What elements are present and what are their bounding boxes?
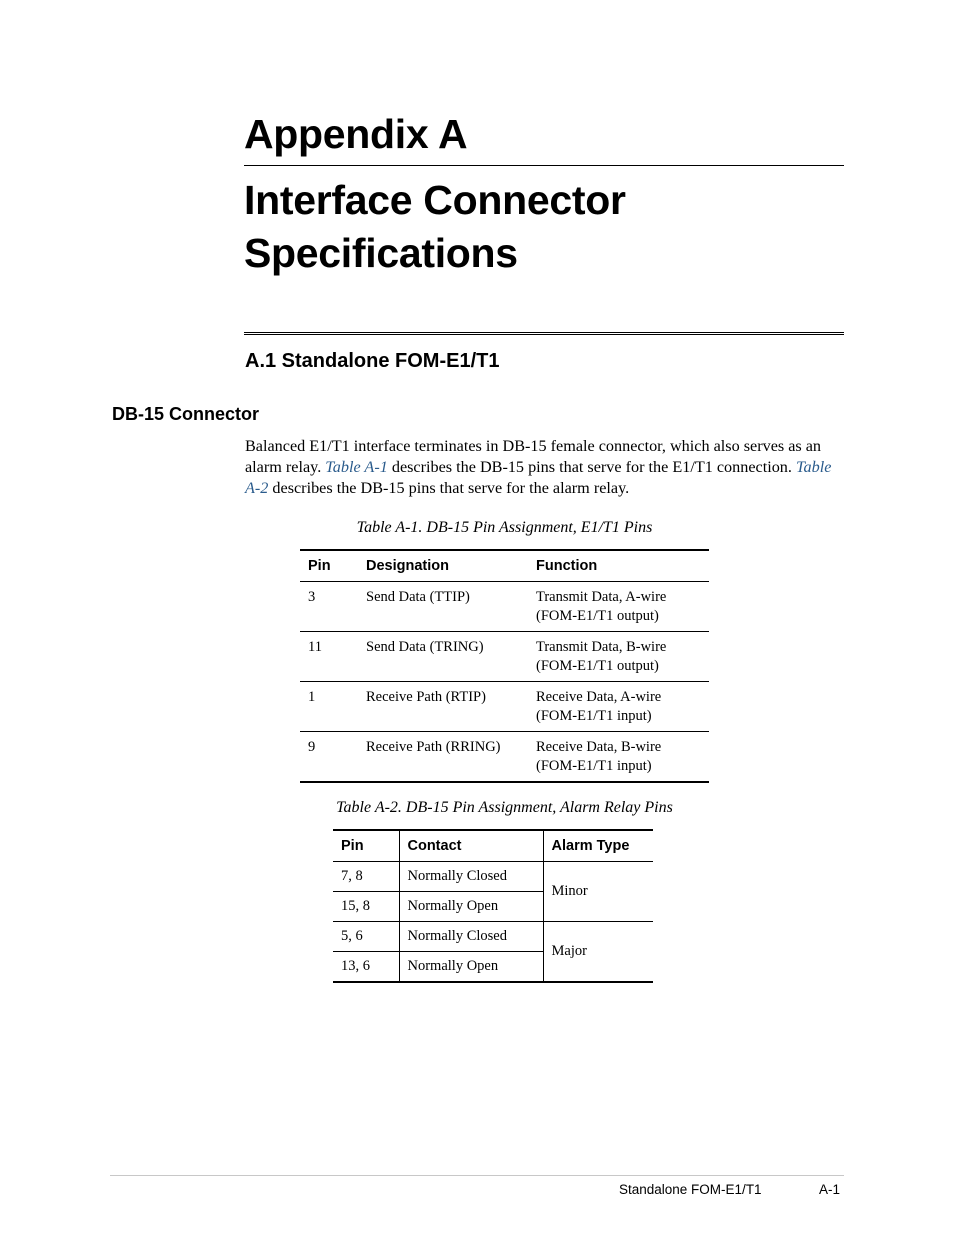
function-line: Transmit Data, B-wire	[536, 639, 667, 655]
table-row	[300, 682, 709, 732]
alarm-relay-pin-table	[333, 829, 653, 983]
alarm-type-cell: Major	[551, 943, 587, 959]
appendix-label: Appendix A	[244, 111, 468, 157]
designation-cell: Send Data (TRING)	[358, 632, 528, 682]
section-divider	[244, 332, 844, 335]
pin-cell: 3	[300, 582, 358, 632]
contact-cell: Normally Closed	[399, 922, 543, 952]
contact-cell: Normally Closed	[399, 862, 543, 892]
column-header-pin: Pin	[333, 830, 399, 862]
pin-cell: 13, 6	[333, 952, 399, 983]
pin-cell: 11	[300, 632, 358, 682]
chapter-title	[244, 174, 844, 280]
designation-cell: Receive Path (RTIP)	[358, 682, 528, 732]
pin-cell: 7, 8	[333, 862, 399, 892]
column-header-designation: Designation	[358, 550, 528, 582]
table-header-row	[333, 830, 653, 862]
column-header-pin: Pin	[300, 550, 358, 582]
title-divider	[244, 165, 844, 166]
designation-cell: Receive Path (RRING)	[366, 739, 501, 755]
table-row	[300, 632, 709, 682]
table-row	[333, 862, 653, 892]
function-line: (FOM-E1/T1 input)	[536, 708, 652, 724]
contact-cell: Normally Open	[399, 952, 543, 983]
column-header-alarm-type: Alarm Type	[543, 830, 653, 862]
paragraph-text-3: describes the DB-15 pins that serve for the alarm relay.	[268, 479, 630, 497]
e1t1-pin-table	[300, 549, 709, 783]
pin-cell: 15, 8	[333, 892, 399, 922]
function-cell	[528, 732, 709, 783]
function-cell	[528, 582, 709, 632]
function-line: Transmit Data, A-wire	[536, 589, 667, 605]
page-number: A-1	[819, 1182, 841, 1197]
footer-divider	[110, 1175, 844, 1176]
paragraph-text-1: Balanced E1/T1 interface terminates in DB-15 female connector, which also serves as an alarm relay.	[245, 437, 822, 476]
function-line: (FOM-E1/T1 output)	[536, 658, 659, 674]
function-line: (FOM-E1/T1 input)	[536, 758, 652, 774]
function-cell	[528, 682, 709, 732]
pin-cell: 9	[308, 739, 316, 755]
designation-cell: Send Data (TTIP)	[358, 582, 528, 632]
table-a2-link[interactable]: Table A-2	[245, 458, 832, 497]
table-header-row	[300, 550, 709, 582]
section-heading: A.1 Standalone FOM-E1/T1	[245, 350, 500, 372]
subsection-heading: DB-15 Connector	[112, 404, 260, 424]
table-row	[300, 582, 709, 632]
pin-cell: 5, 6	[333, 922, 399, 952]
table-row	[300, 732, 709, 783]
function-line: Receive Data, A-wire	[536, 689, 662, 705]
column-header-function: Function	[528, 550, 709, 582]
chapter-title-line2: Specifications	[244, 230, 518, 276]
table-row	[333, 922, 653, 952]
table-a1-link[interactable]: Table A-1	[325, 458, 388, 476]
column-header-contact: Contact	[399, 830, 543, 862]
alarm-type-cell: Minor	[543, 862, 653, 922]
chapter-title-line1: Interface Connector	[244, 177, 626, 223]
function-line: (FOM-E1/T1 output)	[536, 608, 659, 624]
table2-caption: Table A-2. DB-15 Pin Assignment, Alarm Relay Pins	[336, 799, 673, 816]
pin-cell: 1	[300, 682, 358, 732]
table1-caption: Table A-1. DB-15 Pin Assignment, E1/T1 Pins	[356, 519, 653, 536]
contact-cell: Normally Open	[399, 892, 543, 922]
function-cell	[528, 632, 709, 682]
footer-title: Standalone FOM-E1/T1	[619, 1182, 762, 1197]
function-line: Receive Data, B-wire	[536, 739, 662, 755]
paragraph-text-2: describes the DB-15 pins that serve for the E1/T1 connection.	[387, 458, 796, 476]
body-paragraph	[245, 436, 845, 499]
